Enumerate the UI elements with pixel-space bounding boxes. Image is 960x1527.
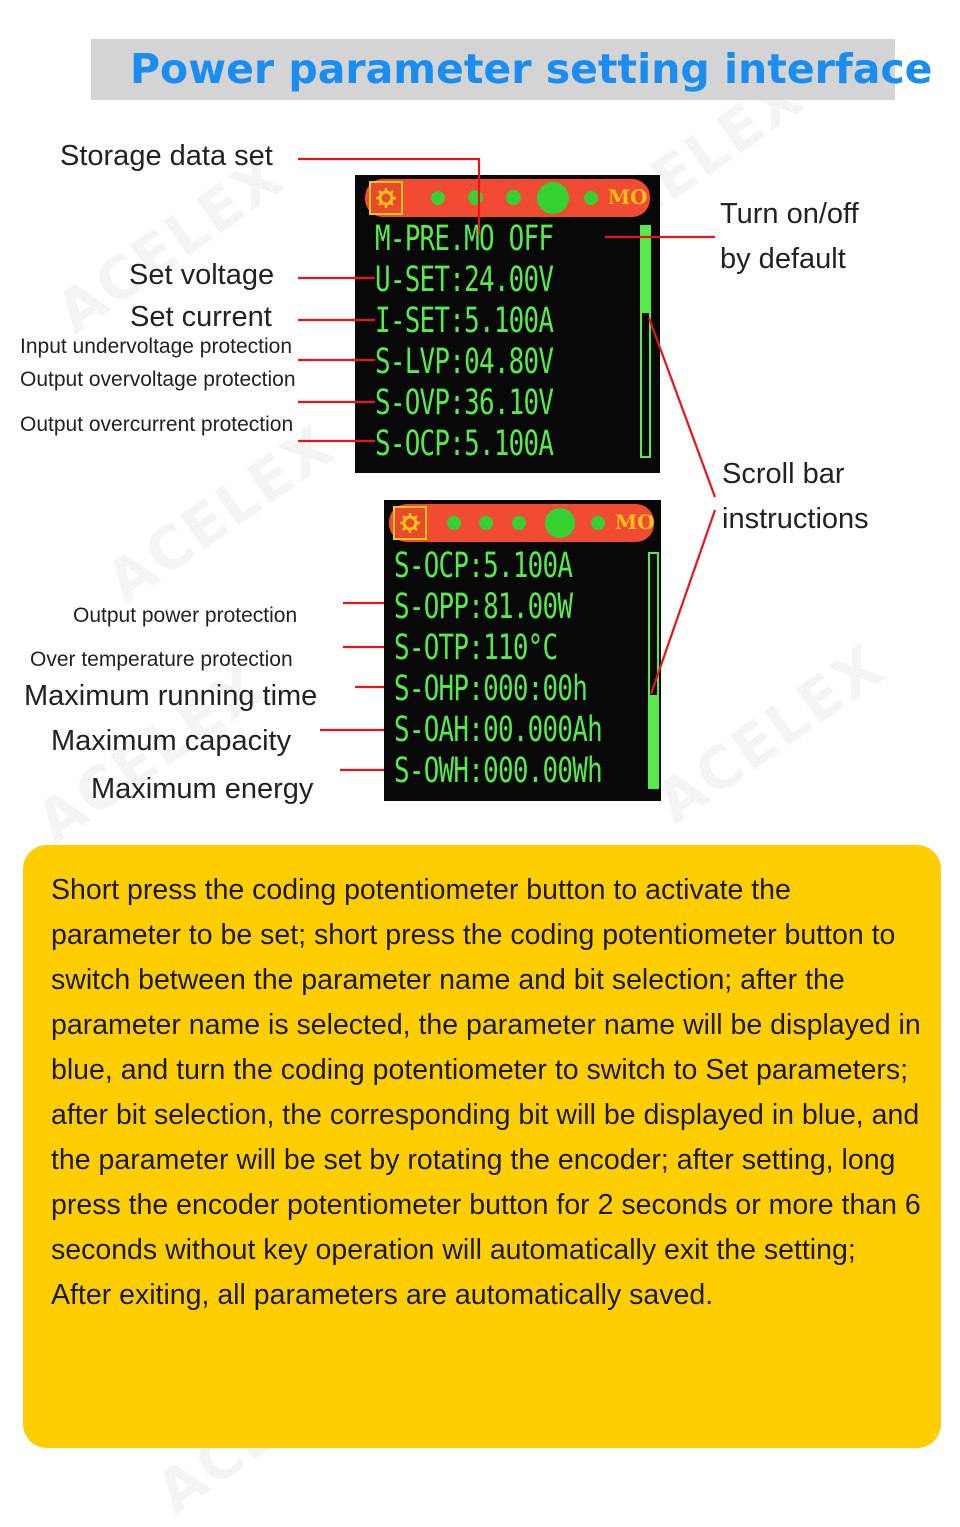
page-title: Power parameter setting interface [130, 45, 933, 93]
lcd-line-i-set: I-SET:5.100A [375, 301, 554, 341]
label-max-capacity: Maximum capacity [51, 725, 292, 757]
lcd-line-u-set: U-SET:24.00V [375, 260, 554, 300]
lcd-line-s-ocp: S-OCP:5.100A [394, 546, 573, 586]
label-input-undervoltage: Input undervoltage protection [20, 335, 293, 358]
label-max-running-time: Maximum running time [24, 680, 318, 712]
label-scroll-bar-2: instructions [722, 503, 869, 535]
label-storage-data-set: Storage data set [60, 140, 273, 172]
lcd-line-s-otp: S-OTP:110°C [394, 628, 558, 668]
status-badge: MO [615, 510, 655, 534]
lcd-line-s-ohp: S-OHP:000:00h [394, 669, 588, 709]
label-max-energy: Maximum energy [91, 773, 314, 805]
label-set-current: Set current [130, 301, 272, 333]
leader-storage-data-set [298, 159, 479, 235]
lcd-line-m-pre: M-PRE.MO OFF [375, 219, 554, 259]
status-badge: MO [608, 185, 648, 209]
lcd-line-s-ovp: S-OVP:36.10V [375, 383, 554, 423]
lcd-line-s-opp: S-OPP:81.00W [394, 587, 573, 627]
lcd-line-s-owh: S-OWH:000.00Wh [394, 751, 602, 791]
label-output-overcurrent: Output overcurrent protection [20, 413, 294, 436]
label-over-temperature: Over temperature protection [30, 648, 293, 671]
label-scroll-bar: Scroll bar [722, 458, 845, 490]
lcd-line-s-oah: S-OAH:00.000Ah [394, 710, 602, 750]
label-turn-on-off-2: by default [720, 243, 846, 275]
label-output-power: Output power protection [73, 604, 298, 627]
leader-scroll-bar-top [649, 318, 715, 497]
lcd-line-s-ocp: S-OCP:5.100A [375, 424, 554, 464]
leader-scroll-bar-bottom [651, 510, 715, 694]
instructions-text: Short press the coding potentiometer button to activate the parameter to be set; short press the coding potentiometer button to switch between the parameter name and bit selection; after the parameter name is selected, the parameter name will be displayed in blue, and turn the coding potentiometer to switch to Set parameters; after bit selection, the corresponding bit will be displayed in blue, and the parameter will be set by rotating the encoder; after setting, long press the encoder potentiometer button for 2 seconds or more than 6 seconds without key operation will automatically exit the setting; After exiting, all parameters are automatically saved. [51, 874, 921, 1311]
label-turn-on-off: Turn on/off [720, 198, 859, 230]
label-output-overvoltage: Output overvoltage protection [20, 368, 296, 391]
lcd-line-s-lvp: S-LVP:04.80V [375, 342, 554, 382]
label-set-voltage: Set voltage [129, 259, 275, 291]
